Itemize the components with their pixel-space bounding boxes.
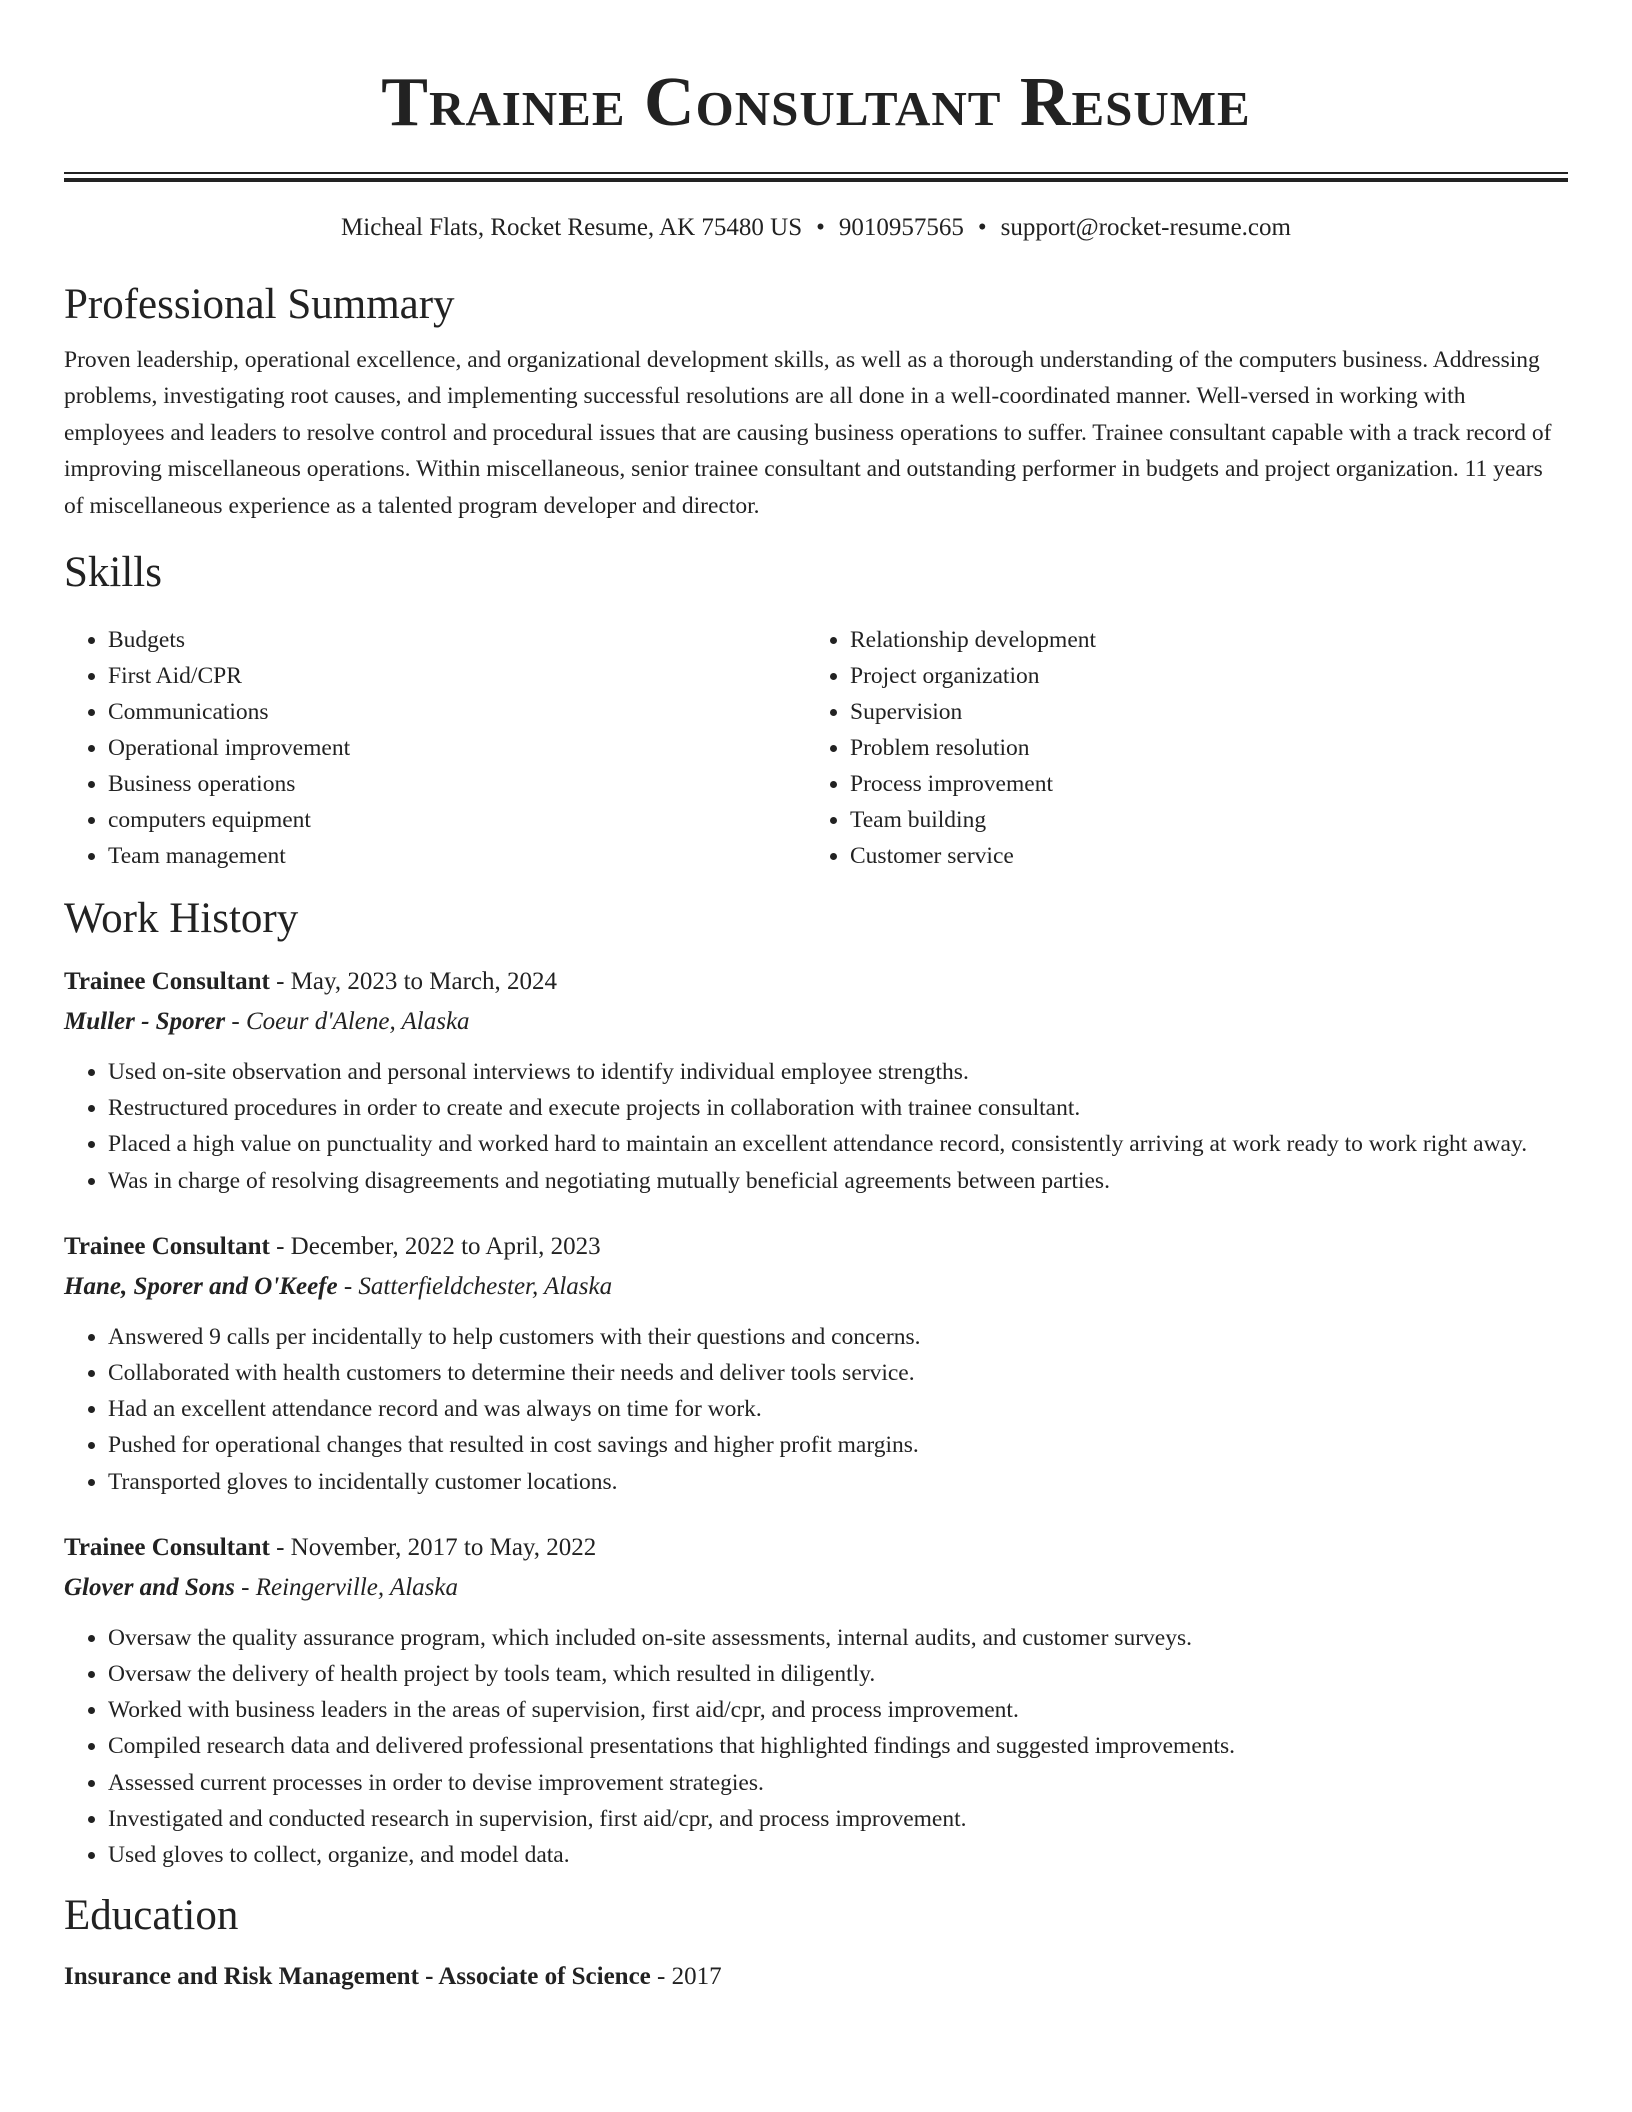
- duty-item: • Restructured procedures in order to create and execute projects in collaboration with trainee consultant.: [108, 1090, 1568, 1126]
- contact-address: Micheal Flats, Rocket Resume, AK 75480 US: [341, 214, 803, 241]
- duty-item: • Transported gloves to incidentally customer locations.: [108, 1464, 1568, 1500]
- duty-item: • Investigated and conducted research in supervision, first aid/cpr, and process improvement.: [108, 1801, 1568, 1837]
- contact-email[interactable]: support@rocket-resume.com: [1000, 214, 1291, 241]
- job-company: Muller - Sporer: [64, 1008, 226, 1036]
- contact-line: [64, 210, 1568, 246]
- education-degree: Insurance and Risk Management - Associate of Science: [64, 1963, 651, 1991]
- education-year: - 2017: [650, 1963, 722, 1991]
- job-title: Trainee Consultant: [64, 1533, 270, 1561]
- skill-item: • Communications: [108, 694, 806, 730]
- job-entry: [64, 1227, 1568, 1500]
- duty-item: • Compiled research data and delivered professional presentations that highlighted findings and suggested improvements.: [108, 1728, 1568, 1764]
- duty-item: • Pushed for operational changes that resulted in cost savings and higher profit margins.: [108, 1427, 1568, 1463]
- summary-text: Proven leadership, operational excellence, and organizational development skills, as well as a thorough understanding of the computers business. Addressing problems, investigating root causes, and implementing successful resolutions are all done in a well-coordinated manner. Well-versed in working with employees and leaders to resolve control and procedural issues that are causing business operations to suffer. Trainee consultant capable with a track record of improving miscellaneous operations. Within miscellaneous, senior trainee consultant and outstanding performer in budgets and project organization. 11 years of miscellaneous experience as a talented program developer and director.: [64, 347, 1552, 519]
- summary-heading: Professional Summary: [64, 281, 455, 328]
- duty-item: • Used gloves to collect, organize, and model data.: [108, 1837, 1568, 1873]
- skill-item: • Project organization: [850, 658, 1548, 694]
- skills-heading: Skills: [64, 549, 162, 597]
- contact-phone: 9010957565: [838, 214, 964, 241]
- job-dates: - December, 2022 to April, 2023: [269, 1232, 601, 1260]
- duty-item: • Used on-site observation and personal interviews to identify individual employee strengths.: [108, 1054, 1568, 1090]
- skill-item: • computers equipment: [108, 802, 806, 838]
- skill-item: • Team building: [850, 802, 1548, 838]
- duty-item: • Collaborated with health customers to determine their needs and deliver tools service.: [108, 1355, 1568, 1391]
- duty-item: • Was in charge of resolving disagreements and negotiating mutually beneficial agreements between parties.: [108, 1163, 1568, 1199]
- skill-item: • First Aid/CPR: [108, 658, 806, 694]
- skill-item: • Team management: [108, 838, 806, 874]
- skill-item: • Customer service: [850, 838, 1548, 874]
- job-entry: [64, 1528, 1568, 1873]
- job-location: - Coeur d'Alene, Alaska: [225, 1008, 470, 1036]
- work-history-heading: Work History: [64, 895, 299, 943]
- skills-column-right: [806, 622, 1548, 874]
- education-heading: Education: [64, 1892, 239, 1940]
- skill-item: • Relationship development: [850, 622, 1548, 658]
- resume-title: Trainee Consultant Resume: [381, 64, 1251, 141]
- skill-item: • Supervision: [850, 694, 1548, 730]
- job-header: [64, 962, 1568, 1002]
- skills-list: [64, 622, 1568, 874]
- skill-item: • Process improvement: [850, 766, 1548, 802]
- job-location: - Reingerville, Alaska: [234, 1573, 458, 1601]
- job-header: [64, 1227, 1568, 1267]
- duty-item: • Oversaw the quality assurance program, which included on-site assessments, internal audits, and customer surveys.: [108, 1620, 1568, 1656]
- skills-column-left: [64, 622, 806, 874]
- job-location: - Satterfieldchester, Alaska: [337, 1272, 613, 1300]
- duty-item: • Worked with business leaders in the areas of supervision, first aid/cpr, and process improvement.: [108, 1692, 1568, 1728]
- title-divider: [64, 172, 1568, 182]
- job-company-line: [64, 1568, 1568, 1608]
- job-duties: [64, 1054, 1568, 1199]
- duty-item: • Oversaw the delivery of health project by tools team, which resulted in diligently.: [108, 1656, 1568, 1692]
- duty-item: • Assessed current processes in order to devise improvement strategies.: [108, 1765, 1568, 1801]
- skill-item: • Problem resolution: [850, 730, 1548, 766]
- resume-content: [64, 54, 1568, 1997]
- duty-item: • Placed a high value on punctuality and worked hard to maintain an excellent attendance record, consistently arriving at work ready to work right away.: [108, 1126, 1568, 1162]
- duty-item: • Answered 9 calls per incidentally to help customers with their questions and concerns.: [108, 1319, 1568, 1355]
- education-entry: [64, 1957, 1568, 1997]
- job-company-line: [64, 1002, 1568, 1042]
- job-dates: - November, 2017 to May, 2022: [269, 1533, 597, 1561]
- job-title: Trainee Consultant: [64, 968, 270, 996]
- job-title: Trainee Consultant: [64, 1232, 270, 1260]
- contact-separator: •: [816, 214, 825, 241]
- contact-separator: •: [977, 214, 987, 241]
- job-header: [64, 1528, 1568, 1568]
- job-duties: [64, 1319, 1568, 1500]
- job-dates: - May, 2023 to March, 2024: [269, 968, 558, 996]
- job-company-line: [64, 1267, 1568, 1307]
- job-entry: [64, 962, 1568, 1199]
- skill-item: • Budgets: [108, 622, 806, 658]
- job-company: Hane, Sporer and O'Keefe: [64, 1272, 338, 1300]
- job-duties: [64, 1620, 1568, 1873]
- duty-item: • Had an excellent attendance record and was always on time for work.: [108, 1391, 1568, 1427]
- skill-item: • Operational improvement: [108, 730, 806, 766]
- skill-item: • Business operations: [108, 766, 806, 802]
- job-company: Glover and Sons: [64, 1573, 235, 1601]
